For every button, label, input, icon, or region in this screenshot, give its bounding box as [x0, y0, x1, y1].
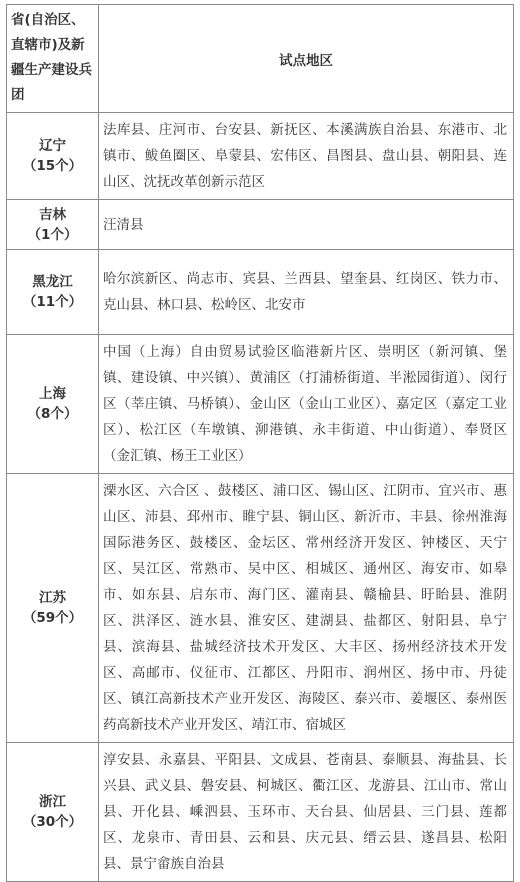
- province-name: 吉林: [39, 206, 66, 223]
- province-count: （1个）: [27, 226, 78, 243]
- areas-cell: 汪清县: [99, 200, 514, 250]
- province-cell: [7, 743, 99, 882]
- header-province: 省(自治区、直辖市)及新疆生产建设兵团: [7, 5, 99, 113]
- province-cell: [7, 113, 99, 200]
- province-cell: [7, 250, 99, 335]
- province-count: （15个）: [22, 158, 83, 174]
- province-count: （8个）: [27, 406, 78, 422]
- province-name: 江苏: [39, 590, 66, 606]
- province-count: （59个）: [22, 610, 83, 626]
- areas-cell: 溧水区、六合区 、鼓楼区、浦口区、锡山区、江阴市、宜兴市、惠山区、沛县、邳州市、睢宁县、铜山区、新沂市、丰县、徐州淮海国际港务区、鼓楼区、金坛区、常州经济开发区、钟楼区、天宁区、吴江区、常熟市、吴中区、相城区、通州区、海安市、如皋市、如东县、启东市、海门区、灌南县、赣榆县、盱眙县、淮阴区、洪泽区、涟水县、淮安区、建湖县、盐都区、射阳县、阜宁县、滨海县、盐城经济技术开发区、大丰区、扬州经济技术开发区、高邮市、仪征市、江都区、丹阳市、润州区、扬中市、丹徒区、镇江高新技术产业开发区、海陵区、泰兴市、姜堰区、泰州医药高新技术产业开发区、靖江市、宿城区: [99, 474, 514, 743]
- province-cell: [7, 335, 99, 474]
- province-name: 浙江: [39, 794, 66, 810]
- table-row: [7, 335, 514, 474]
- areas-cell: 法库县、庄河市、台安县、新抚区、本溪满族自治县、东港市、北镇市、鲅鱼圈区、阜蒙县、宏伟区、昌图县、盘山县、朝阳县、连山区、沈抚改革创新示范区: [99, 113, 514, 200]
- table-header-row: [7, 5, 514, 113]
- province-name: 上海: [39, 386, 66, 402]
- table-row: [7, 113, 514, 200]
- table-row: [7, 474, 514, 743]
- table-row: [7, 743, 514, 882]
- pilot-areas-table: [6, 4, 514, 882]
- province-name: 黑龙江: [32, 274, 73, 290]
- header-areas: 试点地区: [99, 5, 514, 113]
- table-row: [7, 200, 514, 250]
- province-cell: [7, 474, 99, 743]
- table-row: [7, 250, 514, 335]
- areas-cell: 中国（上海）自由贸易试验区临港新片区、崇明区（新河镇、堡镇、建设镇、中兴镇）、黄浦区（打浦桥街道、半淞园街道）、闵行区（莘庄镇、马桥镇）、金山区（金山工业区）、嘉定区（嘉定工业区）、松江区（车墩镇、泖港镇、永丰街道、中山街道）、奉贤区（金汇镇、杨王工业区）: [99, 335, 514, 474]
- province-cell: [7, 200, 99, 250]
- areas-cell: 淳安县、永嘉县、平阳县、文成县、苍南县、泰顺县、海盐县、长兴县、武义县、磐安县、柯城区、衢江区、龙游县、江山市、常山县、开化县、嵊泗县、玉环市、天台县、仙居县、三门县、莲都区、龙泉市、青田县、云和县、庆元县、缙云县、遂昌县、松阳县、景宁畲族自治县: [99, 743, 514, 882]
- province-count: （30个）: [22, 814, 83, 830]
- province-name: 辽宁: [39, 138, 66, 154]
- province-count: （11个）: [22, 294, 83, 310]
- areas-cell: 哈尔滨新区、尚志市、宾县、兰西县、望奎县、红岗区、铁力市、克山县、林口县、松岭区、北安市: [99, 250, 514, 335]
